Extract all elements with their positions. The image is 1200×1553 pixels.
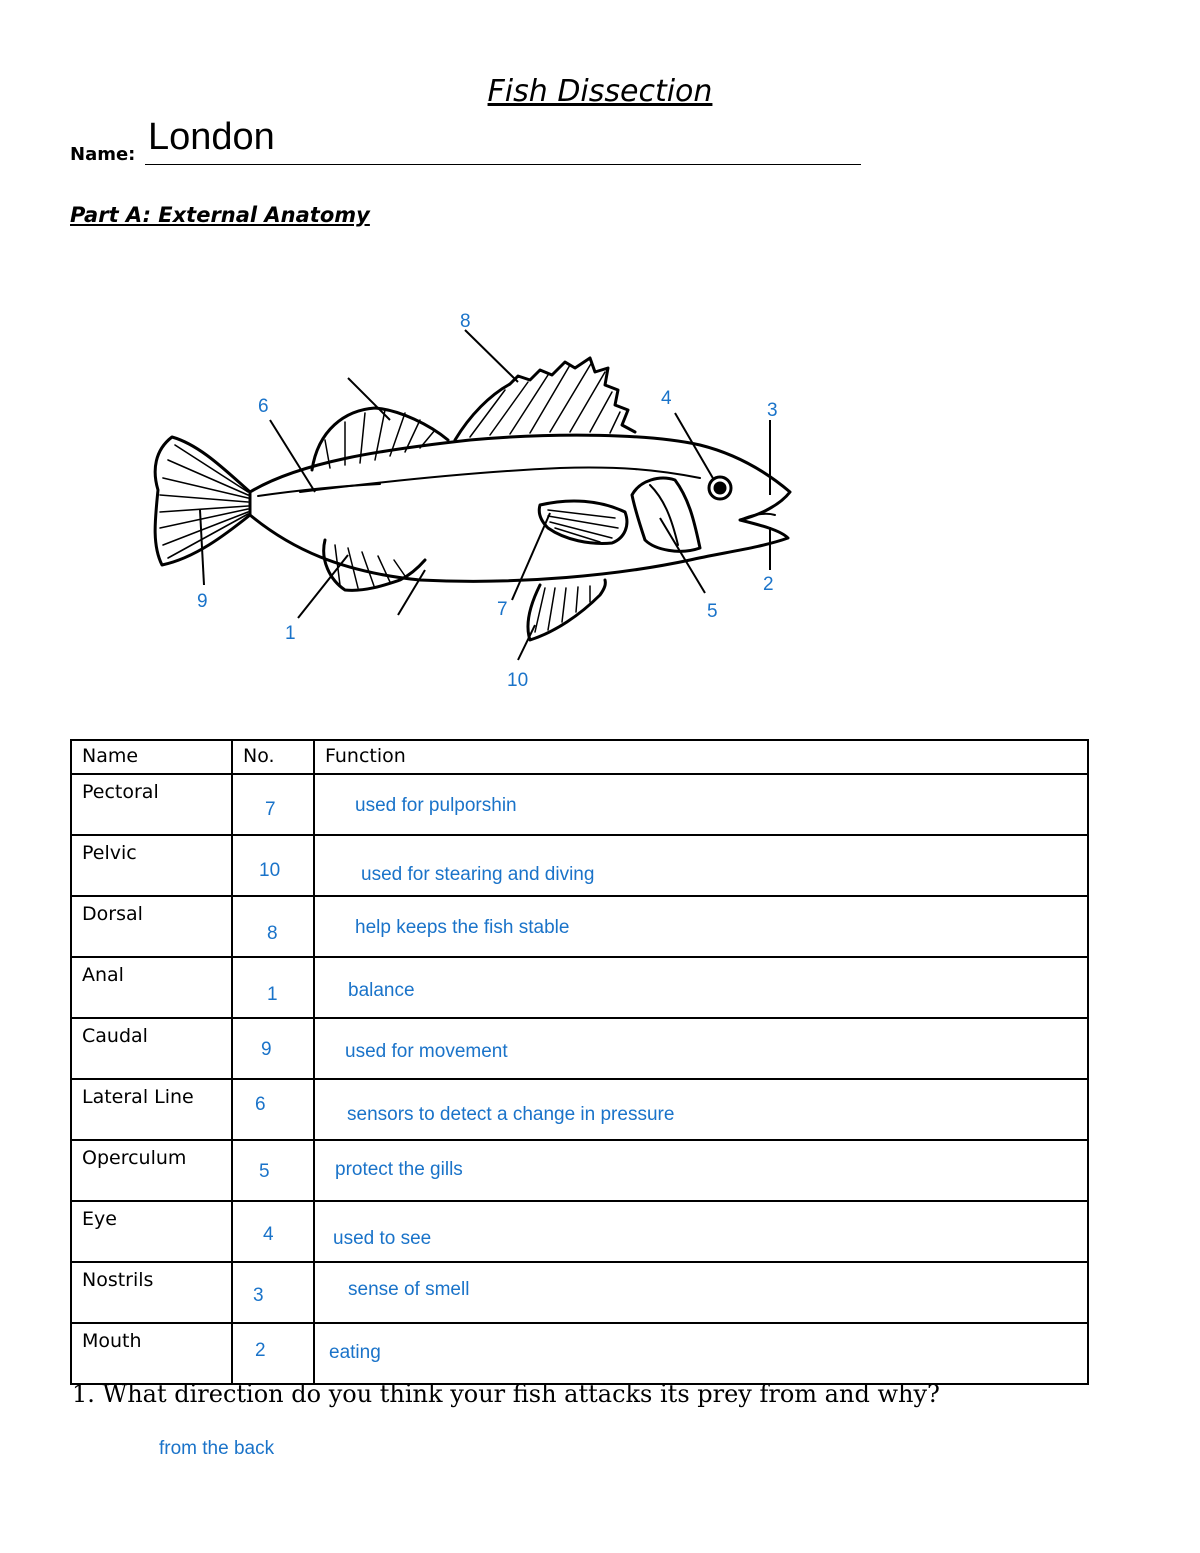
diagram-label-3: 3: [767, 400, 778, 421]
part-name: Dorsal: [82, 903, 143, 925]
name-label: Name:: [70, 144, 136, 165]
table-row: [71, 1140, 1088, 1201]
diagram-label-4: 4: [661, 388, 672, 409]
table-row: [71, 1262, 1088, 1323]
table-row: [71, 1018, 1088, 1079]
question-1: 1. What direction do you think your fish attacks its prey from and why?: [72, 1380, 940, 1408]
part-name: Operculum: [82, 1147, 187, 1169]
part-name: Pectoral: [82, 781, 159, 803]
part-number[interactable]: 7: [265, 799, 276, 820]
diagram-label-5: 5: [707, 601, 718, 622]
part-number[interactable]: 2: [255, 1340, 266, 1361]
part-name: Pelvic: [82, 842, 137, 864]
lateral-line: [300, 467, 700, 492]
header-function: Function: [314, 740, 1088, 774]
part-function[interactable]: protect the gills: [335, 1159, 463, 1180]
header-no: No.: [232, 740, 314, 774]
part-function[interactable]: sensors to detect a change in pressure: [347, 1104, 675, 1125]
part-number[interactable]: 8: [267, 923, 278, 944]
part-function[interactable]: used for stearing and diving: [361, 864, 595, 885]
table-row: [71, 835, 1088, 896]
part-function[interactable]: balance: [348, 980, 415, 1001]
table-row: [71, 957, 1088, 1018]
part-number[interactable]: 9: [261, 1039, 272, 1060]
part-function[interactable]: used for pulporshin: [355, 795, 517, 816]
diagram-label-2: 2: [763, 574, 774, 595]
header-name: Name: [71, 740, 232, 774]
table-row: [71, 896, 1088, 957]
fish-body: [250, 435, 790, 581]
part-number[interactable]: 10: [259, 860, 281, 881]
anatomy-table: [70, 739, 1089, 1385]
part-number[interactable]: 1: [267, 984, 278, 1005]
part-number[interactable]: 5: [259, 1161, 270, 1182]
part-number[interactable]: 3: [253, 1285, 264, 1306]
part-function[interactable]: help keeps the fish stable: [355, 917, 570, 938]
table-row: [71, 1323, 1088, 1384]
diagram-label-8: 8: [460, 311, 471, 332]
diagram-label-10: 10: [507, 670, 529, 691]
diagram-label-1: 1: [285, 623, 296, 644]
part-function[interactable]: used for movement: [345, 1041, 508, 1062]
part-function[interactable]: eating: [329, 1342, 381, 1363]
name-field[interactable]: London: [148, 116, 275, 158]
part-number[interactable]: 6: [255, 1094, 266, 1115]
part-name: Caudal: [82, 1025, 148, 1047]
part-function[interactable]: used to see: [333, 1228, 432, 1249]
diagram-label-9: 9: [197, 591, 208, 612]
part-name: Eye: [82, 1208, 117, 1230]
table-row: [71, 1201, 1088, 1262]
answer-1[interactable]: from the back: [159, 1438, 275, 1459]
part-function[interactable]: sense of smell: [348, 1279, 470, 1300]
page-title: Fish Dissection: [487, 74, 713, 109]
diagram-label-6: 6: [258, 396, 269, 417]
part-name: Mouth: [82, 1330, 142, 1352]
part-name: Nostrils: [82, 1269, 154, 1291]
diagram-label-7: 7: [497, 599, 508, 620]
operculum: [632, 478, 700, 551]
section-heading: Part A: External Anatomy: [70, 203, 370, 227]
caudal-fin-rays: [160, 445, 248, 558]
part-name: Anal: [82, 964, 124, 986]
part-number[interactable]: 4: [263, 1224, 274, 1245]
table-row: [71, 1079, 1088, 1140]
table-row: [71, 774, 1088, 835]
table-header-row: [71, 740, 1088, 774]
part-name: Lateral Line: [82, 1086, 194, 1108]
fish-diagram: [0, 0, 1200, 720]
